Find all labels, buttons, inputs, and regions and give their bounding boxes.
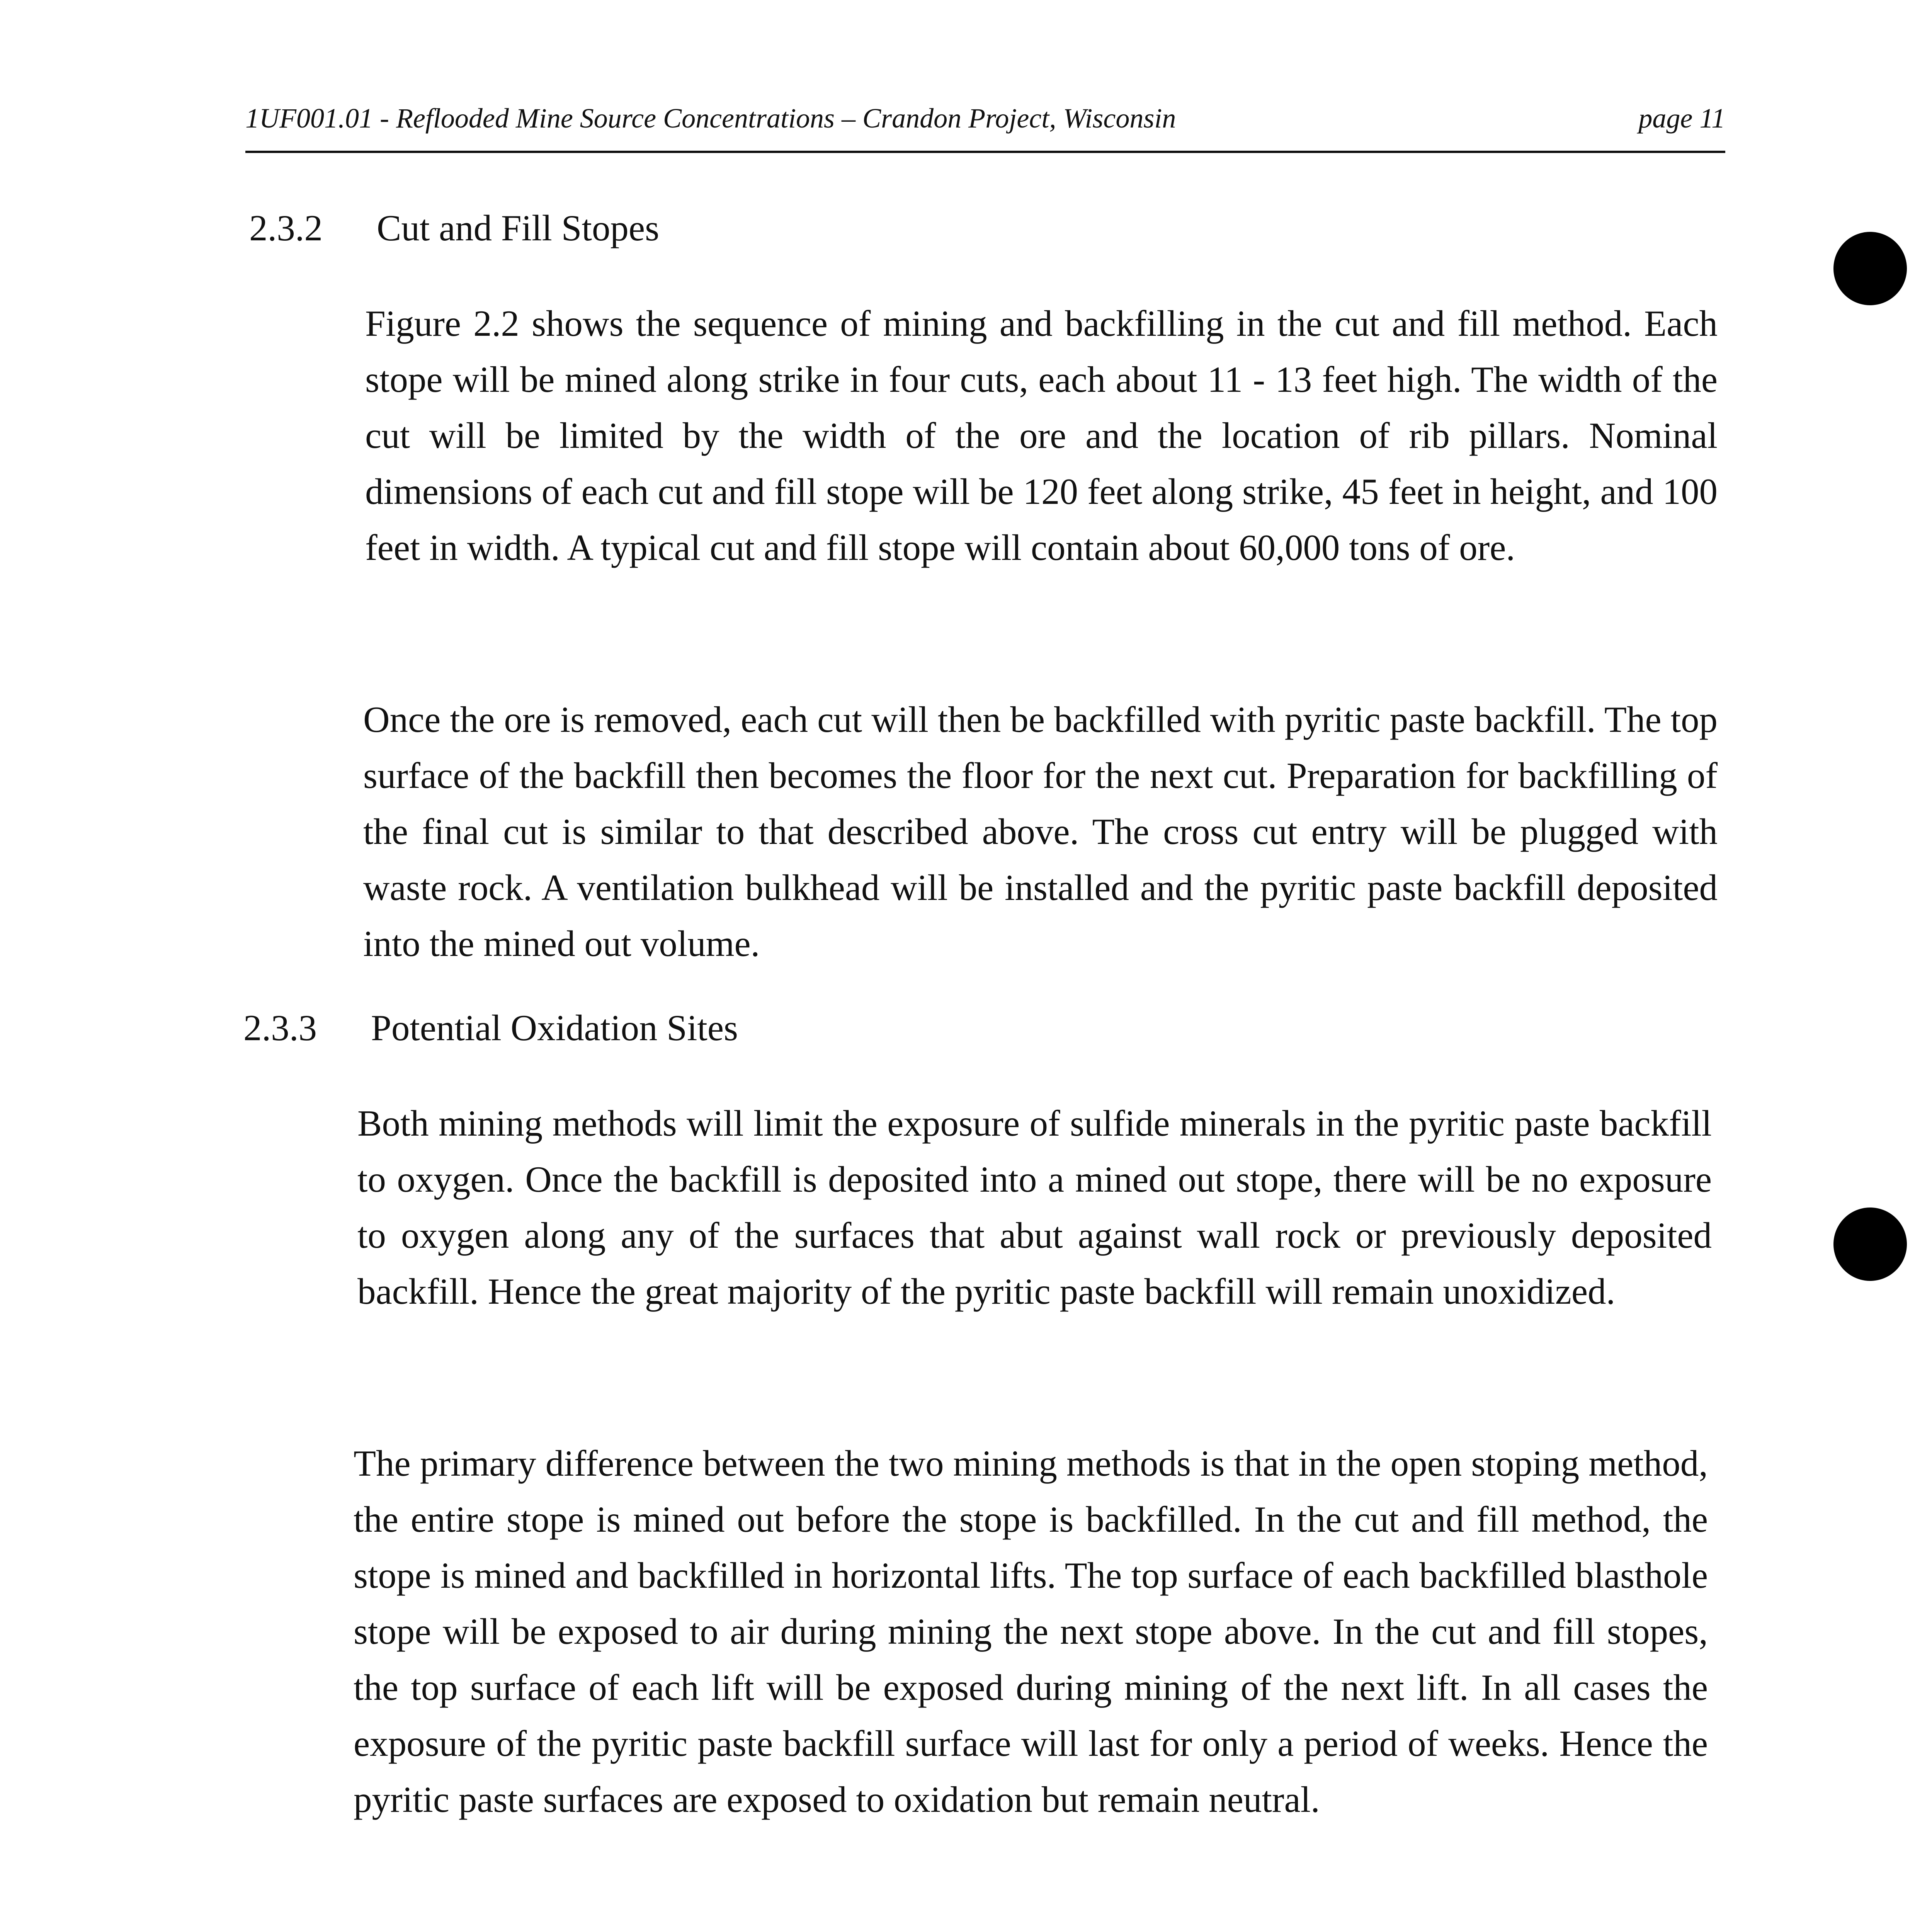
section-heading-cut-and-fill-stopes <box>249 207 659 249</box>
punch-hole-top <box>1833 232 1907 305</box>
page-header <box>245 93 1725 153</box>
section-number: 2.3.3 <box>243 1007 317 1048</box>
paragraph: Figure 2.2 shows the sequence of mining and backfilling in the cut and fill method. Each stope will be mined along strike in four cuts, each about 11 - 13 feet high. The width of the cut will be limited by the width of the ore and the location of rib pillars. Nominal dimensions of each cut and fill stope will be 120 feet along strike, 45 feet in height, and 100 feet in width. A typical cut and fill stope will contain about 60,000 tons of ore. <box>365 303 1718 568</box>
section-title: Cut and Fill Stopes <box>377 207 660 248</box>
header-title: 1UF001.01 - Reflooded Mine Source Concentrations – Crandon Project, Wisconsin <box>245 103 1176 134</box>
header-page-number: page 11 <box>1638 103 1725 134</box>
section-title: Potential Oxidation Sites <box>371 1007 738 1048</box>
punch-hole-middle <box>1833 1208 1907 1281</box>
paragraph: Both mining methods will limit the exposure of sulfide minerals in the pyritic paste backfill to oxygen. Once the backfill is deposited into a mined out stope, there will be no exposure to oxygen along any of the surfaces that abut against wall rock or previously deposited backfill. Hence the great majority of the pyritic paste backfill will remain unoxidized. <box>357 1103 1712 1312</box>
section-heading-potential-oxidation-sites <box>243 1007 738 1049</box>
paragraph: Once the ore is removed, each cut will then be backfilled with pyritic paste backfill. The top surface of the backfill then becomes the floor for the next cut. Preparation for backfilling of the final cut is similar to that described above. The cross cut entry will be plugged with waste rock. A ventilation bulkhead will be installed and the pyritic paste backfill deposited into the mined out volume. <box>363 699 1718 964</box>
section-number: 2.3.2 <box>249 207 323 248</box>
paragraph: The primary difference between the two mining methods is that in the open stoping method, the entire stope is mined out before the stope is backfilled. In the cut and fill method, the stope is mined and backfilled in horizontal lifts. The top surface of each backfilled blasthole stope will be exposed to air during mining the next stope above. In the cut and fill stopes, the top surface of each lift will be exposed during mining of the next lift. In all cases the exposure of the pyritic paste backfill surface will last for only a period of weeks. Hence the pyritic paste surfaces are exposed to oxidation but remain neutral. <box>354 1443 1708 1820</box>
